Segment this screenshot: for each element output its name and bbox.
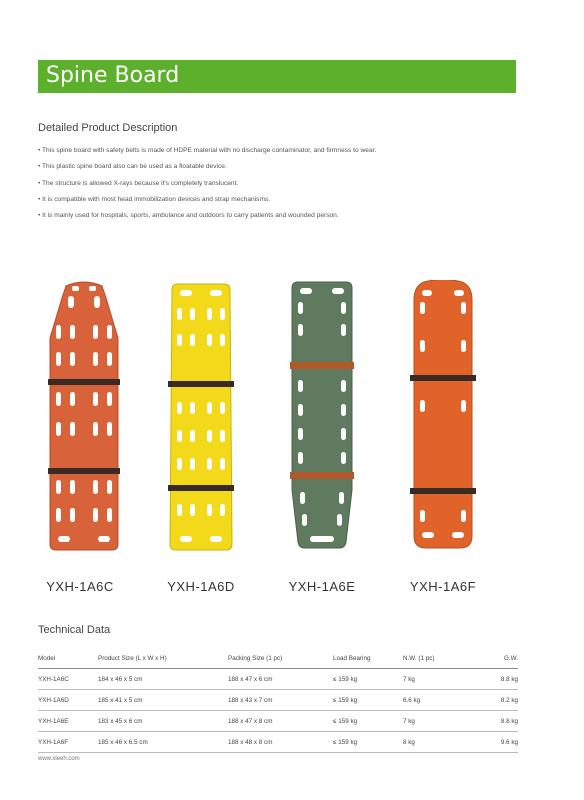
- technical-heading: Technical Data: [38, 624, 111, 636]
- description-list: [38, 143, 518, 224]
- table-cell: 184 x 46 x 5 cm: [98, 669, 228, 690]
- table-row: [38, 732, 518, 753]
- description-bullet: • This spine board with safety belts is made of HDPE material with no discharge contaminator, and firmness to wear.: [38, 143, 518, 159]
- table-cell: ≤ 159 kg: [333, 690, 403, 711]
- description-bullet: • It is compatible with most head immobilization devices and strap mechanisms.: [38, 192, 518, 208]
- table-cell: 6.6 kg: [403, 690, 473, 711]
- model-label: YXH-1A6E: [288, 579, 356, 594]
- spine-board-1a6e-image: [290, 280, 354, 552]
- description-bullet: • The structure is allowed X-rays because it's completely translucent.: [38, 176, 518, 192]
- table-cell: ≤ 159 kg: [333, 732, 403, 753]
- table-cell: 8.8 kg: [473, 711, 518, 732]
- table-header-row: [38, 648, 518, 669]
- table-cell: 8.2 kg: [473, 690, 518, 711]
- title-banner: [38, 60, 516, 93]
- column-header: N.W. (1 pc): [403, 648, 473, 669]
- table-row: [38, 711, 518, 732]
- description-heading: Detailed Product Description: [38, 122, 178, 134]
- table-cell: YXH-1A6C: [38, 669, 98, 690]
- table-cell: YXH-1A6E: [38, 711, 98, 732]
- table-cell: 188 x 48 x 8 cm: [228, 732, 333, 753]
- technical-data-table: [38, 648, 518, 753]
- model-label: YXH-1A6C: [46, 579, 114, 594]
- table-cell: ≤ 159 kg: [333, 669, 403, 690]
- page-title: Spine Board: [46, 63, 180, 88]
- table-cell: 185 x 46 x 6.5 cm: [98, 732, 228, 753]
- table-cell: 7 kg: [403, 711, 473, 732]
- table-row: [38, 669, 518, 690]
- table-cell: 183 x 45 x 6 cm: [98, 711, 228, 732]
- website-footer: www.xieeh.com: [38, 756, 80, 762]
- table-cell: 9.6 kg: [473, 732, 518, 753]
- column-header: G.W.: [473, 648, 518, 669]
- description-bullet: • This plastic spine board also can be used as a floatable device.: [38, 159, 518, 175]
- description-bullet: • It is mainly used for hospitals, sports, ambulance and outdoors to carry patients and wounded person.: [38, 208, 518, 224]
- table-cell: 185 x 41 x 5 cm: [98, 690, 228, 711]
- table-cell: YXH-1A6D: [38, 690, 98, 711]
- table-cell: 7 kg: [403, 669, 473, 690]
- model-label: YXH-1A6D: [167, 579, 235, 594]
- column-header: Product Size (L x W x H): [98, 648, 228, 669]
- column-header: Packing Size (1 pc): [228, 648, 333, 669]
- table-cell: 188 x 47 x 6 cm: [228, 669, 333, 690]
- table-row: [38, 690, 518, 711]
- spine-board-1a6f-image: [410, 280, 476, 552]
- table-cell: 8.8 kg: [473, 669, 518, 690]
- table-cell: 8 kg: [403, 732, 473, 753]
- model-label: YXH-1A6F: [409, 579, 477, 594]
- spine-board-1a6d-image: [168, 282, 234, 552]
- column-header: Load Bearing: [333, 648, 403, 669]
- spine-board-1a6c-image: [48, 280, 120, 552]
- table-cell: YXH-1A6F: [38, 732, 98, 753]
- table-cell: ≤ 159 kg: [333, 711, 403, 732]
- table-cell: 188 x 47 x 8 cm: [228, 711, 333, 732]
- table-cell: 188 x 43 x 7 cm: [228, 690, 333, 711]
- column-header: Model: [38, 648, 98, 669]
